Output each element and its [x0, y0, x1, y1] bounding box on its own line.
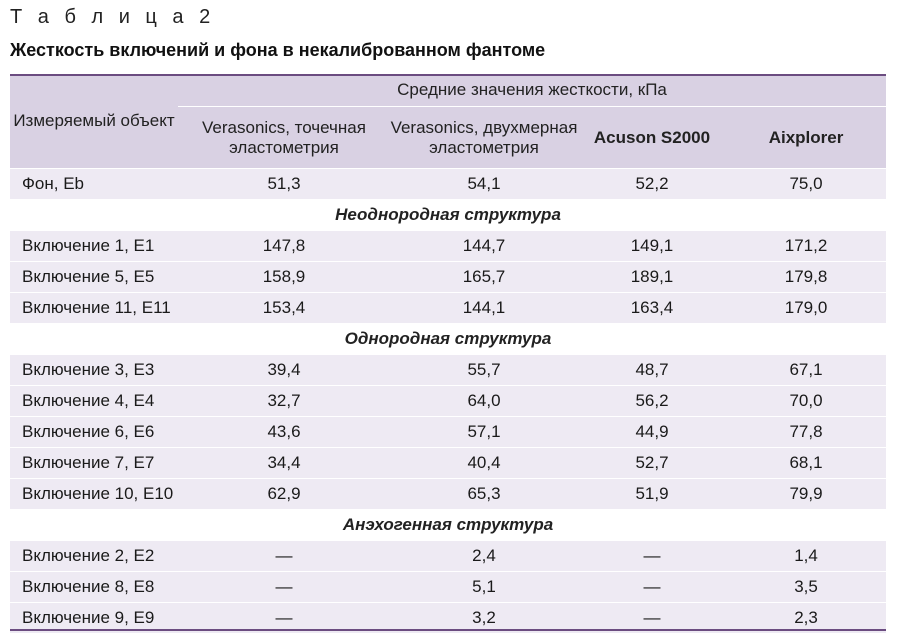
cell: 67,1	[726, 355, 886, 386]
cell: 5,1	[390, 572, 578, 603]
cell: 40,4	[390, 448, 578, 479]
row-name: Включение 2, E2	[10, 541, 178, 572]
cell: 144,7	[390, 231, 578, 262]
cell: 34,4	[178, 448, 390, 479]
table-top-rule	[10, 74, 886, 76]
cell: 52,7	[578, 448, 726, 479]
cell: 179,8	[726, 262, 886, 293]
cell: 44,9	[578, 417, 726, 448]
cell: 75,0	[726, 169, 886, 200]
row-name: Включение 11, E11	[10, 293, 178, 324]
table-row	[10, 541, 886, 572]
cell: 62,9	[178, 479, 390, 510]
cell: 3,5	[726, 572, 886, 603]
row-name: Включение 6, E6	[10, 417, 178, 448]
section-heading	[10, 200, 886, 231]
cell: —	[578, 541, 726, 572]
cell: 171,2	[726, 231, 886, 262]
cell: 56,2	[578, 386, 726, 417]
cell: 153,4	[178, 293, 390, 324]
table-row-background	[10, 169, 886, 200]
cell: —	[578, 603, 726, 634]
section-title: Анэхогенная структура	[10, 510, 886, 541]
row-name: Включение 8, E8	[10, 572, 178, 603]
row-name: Включение 9, E9	[10, 603, 178, 634]
cell: 77,8	[726, 417, 886, 448]
table-row	[10, 572, 886, 603]
header-object: Измеряемый объект	[10, 74, 178, 169]
cell: 147,8	[178, 231, 390, 262]
table-row	[10, 386, 886, 417]
table-row	[10, 231, 886, 262]
cell: 2,4	[390, 541, 578, 572]
header-col-verasonics-2d: Verasonics, двухмерная эластометрия	[390, 107, 578, 169]
header-row-1	[10, 74, 886, 107]
cell: 65,3	[390, 479, 578, 510]
cell: 43,6	[178, 417, 390, 448]
cell: 79,9	[726, 479, 886, 510]
row-name: Включение 1, E1	[10, 231, 178, 262]
header-col-acuson: Acuson S2000	[578, 107, 726, 169]
cell: 39,4	[178, 355, 390, 386]
stiffness-table	[10, 74, 886, 634]
header-col-verasonics-point: Verasonics, точечная эластометрия	[178, 107, 390, 169]
cell: 165,7	[390, 262, 578, 293]
cell: 3,2	[390, 603, 578, 634]
row-name: Фон, Eb	[10, 169, 178, 200]
cell: 158,9	[178, 262, 390, 293]
section-title: Неоднородная структура	[10, 200, 886, 231]
cell: 163,4	[578, 293, 726, 324]
cell: 52,2	[578, 169, 726, 200]
cell: 64,0	[390, 386, 578, 417]
table-title: Жесткость включений и фона в некалиброванном фантоме	[10, 40, 546, 60]
table-row	[10, 293, 886, 324]
table-row	[10, 448, 886, 479]
section-heading	[10, 510, 886, 541]
cell: 32,7	[178, 386, 390, 417]
table-bottom-rule	[10, 629, 886, 631]
cell: 144,1	[390, 293, 578, 324]
cell: —	[178, 572, 390, 603]
row-name: Включение 3, E3	[10, 355, 178, 386]
table-row	[10, 355, 886, 386]
header-group: Средние значения жесткости, кПа	[178, 74, 886, 107]
cell: 149,1	[578, 231, 726, 262]
cell: 48,7	[578, 355, 726, 386]
cell: 68,1	[726, 448, 886, 479]
cell: 57,1	[390, 417, 578, 448]
cell: 54,1	[390, 169, 578, 200]
cell: 179,0	[726, 293, 886, 324]
header-col-aixplorer: Aixplorer	[726, 107, 886, 169]
section-title: Однородная структура	[10, 324, 886, 355]
cell: —	[178, 541, 390, 572]
cell: 55,7	[390, 355, 578, 386]
table-row	[10, 479, 886, 510]
row-name: Включение 10, E10	[10, 479, 178, 510]
row-name: Включение 7, E7	[10, 448, 178, 479]
cell: —	[178, 603, 390, 634]
cell: 70,0	[726, 386, 886, 417]
cell: 2,3	[726, 603, 886, 634]
table-caption: Т а б л и ц а 2	[10, 6, 216, 28]
table-row	[10, 417, 886, 448]
section-heading	[10, 324, 886, 355]
row-name: Включение 5, E5	[10, 262, 178, 293]
cell: 189,1	[578, 262, 726, 293]
cell: 1,4	[726, 541, 886, 572]
table-row	[10, 262, 886, 293]
row-name: Включение 4, E4	[10, 386, 178, 417]
cell: 51,3	[178, 169, 390, 200]
cell: —	[578, 572, 726, 603]
cell: 51,9	[578, 479, 726, 510]
